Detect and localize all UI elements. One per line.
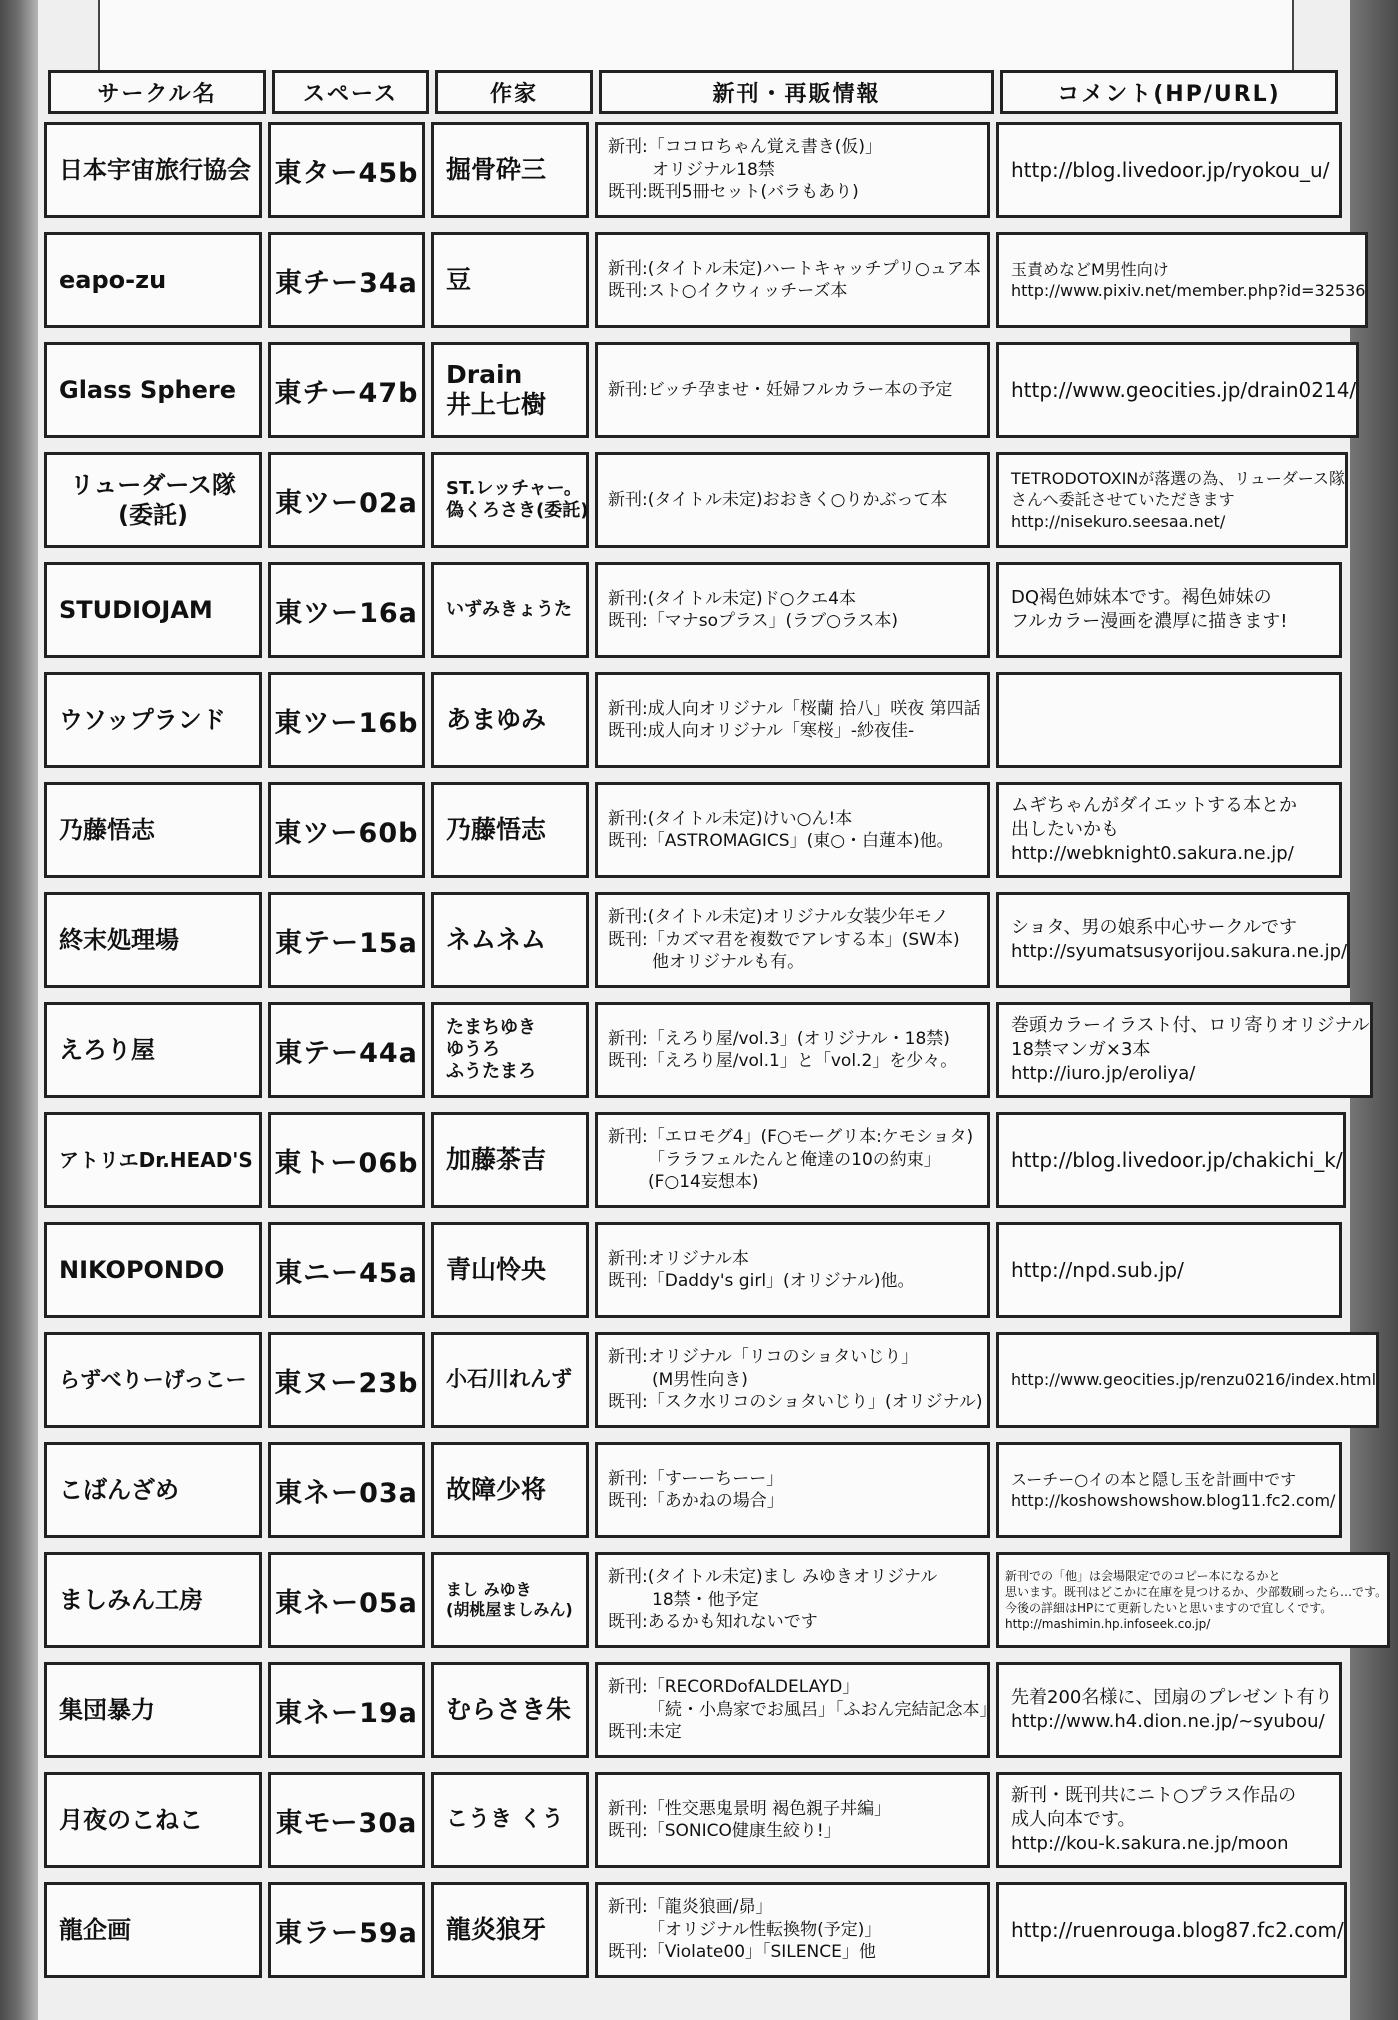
comment-line: 18禁マンガ×3本	[1011, 1039, 1151, 1061]
circle-name: 乃藤悟志	[59, 816, 155, 844]
author-name: 豆	[446, 264, 472, 294]
circle-name: 龍企画	[59, 1916, 131, 1944]
author-cell	[431, 122, 589, 218]
author-name: 掘骨砕三	[446, 154, 547, 184]
space-cell: 東テー44a	[268, 1002, 425, 1098]
info-line: 既刊:「スク水リコのショタいじり」(オリジナル)	[608, 1392, 983, 1413]
comment-line: http://mashimin.hp.infoseek.co.jp/	[1005, 1617, 1211, 1632]
comment-cell	[996, 562, 1342, 658]
circle-name: ウソップランド	[59, 706, 226, 734]
circle-name: アトリエDr.HEAD'S	[59, 1147, 253, 1172]
author-cell	[431, 232, 589, 328]
circle-name: STUDIOJAM	[59, 596, 213, 624]
circle-name-cell	[44, 1662, 262, 1758]
circle-name-cell	[44, 1442, 262, 1538]
circle-name-cell	[44, 782, 262, 878]
comment-line: TETRODOTOXINが落選の為、リューダース隊	[1011, 469, 1345, 489]
author-name: むらさき朱	[446, 1694, 572, 1724]
info-cell	[595, 672, 990, 768]
info-line: (M男性向き)	[652, 1369, 748, 1390]
space-cell: 東ツー60b	[268, 782, 425, 878]
circle-name-cell	[44, 1332, 262, 1428]
author-name: こうき くう	[446, 1806, 564, 1832]
info-line: 既刊:成人向オリジナル「寒桜」-紗夜佳-	[608, 721, 915, 741]
circle-name-cell	[44, 1772, 262, 1868]
space-cell: 東ヌー23b	[268, 1332, 425, 1428]
info-cell	[595, 1332, 990, 1428]
circle-name: 月夜のこねこ	[59, 1806, 203, 1834]
author-name: まし みゆき	[446, 1580, 532, 1600]
author-name: 加藤茶吉	[446, 1144, 547, 1174]
info-line: 新刊:(タイトル未定)オリジナル女装少年モノ	[608, 907, 949, 928]
circle-name-cell	[44, 1002, 262, 1098]
comment-line: http://ruenrouga.blog87.fc2.com/	[1011, 1917, 1344, 1942]
info-cell	[595, 782, 990, 878]
comment-cell	[996, 1772, 1342, 1868]
comment-line: さんへ委託させていただきます	[1011, 490, 1235, 510]
circle-name-cell	[44, 562, 262, 658]
info-cell	[595, 892, 990, 988]
author-cell	[431, 672, 589, 768]
author-name: 小石川れんず	[446, 1367, 572, 1392]
table-row	[44, 1882, 1342, 1978]
author-cell	[431, 452, 589, 548]
author-cell	[431, 342, 589, 438]
circle-name: NIKOPONDO	[59, 1256, 225, 1284]
info-line: 新刊:「RECORDofALDELAYD」	[608, 1677, 860, 1698]
info-line: 新刊:ビッチ孕ませ・妊婦フルカラー本の予定	[608, 379, 953, 400]
circle-name-cell	[44, 1552, 262, 1648]
space-cell: 東ツー02a	[268, 452, 425, 548]
comment-line: 思います。既刊はどこかに在庫を見つけるか、少部数刷ったら…です。	[1005, 1584, 1388, 1599]
info-cell	[595, 1772, 990, 1868]
info-line: 既刊:「マナsoプラス」(ラブ○ラス本)	[608, 611, 899, 631]
author-cell	[431, 1772, 589, 1868]
author-name: 偽くろさき(委託)	[446, 500, 589, 521]
circle-name-cell	[44, 342, 262, 438]
table-row	[44, 232, 1366, 328]
comment-cell	[996, 1222, 1342, 1318]
info-line: 新刊:(タイトル未定)おおきく○りかぶって本	[608, 489, 948, 510]
comment-line: スーチー○イの本と隠し玉を計画中です	[1011, 1469, 1297, 1489]
circle-name-cell	[44, 672, 262, 768]
author-cell	[431, 1552, 589, 1648]
author-name: 故障少将	[446, 1474, 547, 1504]
comment-cell	[996, 672, 1342, 768]
info-line: 新刊:「エロモグ4」(F○モーグリ本:ケモショタ)	[608, 1127, 974, 1148]
circle-name: こばんざめ	[59, 1476, 179, 1504]
comment-cell	[996, 342, 1359, 438]
header-author: 作家	[435, 70, 593, 114]
table-row	[44, 1112, 1342, 1208]
space-cell: 東チー47b	[268, 342, 425, 438]
comment-line: ショタ、男の娘系中心サークルです	[1011, 917, 1298, 939]
comment-line: http://webknight0.sakura.ne.jp/	[1011, 842, 1294, 864]
author-name: Drain	[446, 359, 523, 389]
circle-name: リューダース隊	[69, 471, 237, 499]
author-cell	[431, 562, 589, 658]
comment-line: 出したいかも	[1011, 819, 1119, 841]
comment-line: 先着200名様に、団扇のプレゼント有り	[1011, 1687, 1333, 1709]
space-cell: 東ネー05a	[268, 1552, 425, 1648]
table-row	[44, 892, 1348, 988]
table-row	[44, 1442, 1342, 1538]
table-row	[44, 1222, 1342, 1318]
info-line: 新刊:「ココロちゃん覚え書き(仮)」	[608, 137, 882, 158]
info-line: 新刊:(タイトル未定)まし みゆきオリジナル	[608, 1567, 938, 1588]
circle-name-cell	[44, 232, 262, 328]
info-cell	[595, 1882, 990, 1978]
space-cell: 東ター45b	[268, 122, 425, 218]
info-line: 新刊:(タイトル未定)ハートキャッチプリ○ュア本	[608, 258, 981, 279]
info-line: 既刊:「えろり屋/vol.1」と「vol.2」を少々。	[608, 1051, 958, 1071]
header-comment: コメント(HP/URL)	[1000, 70, 1338, 114]
author-name: 青山怜央	[446, 1254, 547, 1284]
space-cell: 東テー15a	[268, 892, 425, 988]
comment-cell	[996, 232, 1368, 328]
comment-cell	[996, 122, 1342, 218]
comment-line: 新刊・既刊共にニト○プラス作品の	[1011, 1785, 1297, 1807]
comment-cell	[996, 1442, 1342, 1538]
comment-line: 今後の詳細はHPにて更新したいと思いますので宜しくです。	[1005, 1601, 1333, 1615]
table-row	[44, 122, 1342, 218]
circle-name-cell	[44, 1882, 262, 1978]
comment-line: http://blog.livedoor.jp/chakichi_k/	[1011, 1147, 1343, 1172]
info-line: 既刊:「あかねの場合」	[608, 1491, 784, 1511]
info-line: 新刊:成人向オリジナル「桜蘭 拾八」咲夜 第四話	[608, 698, 981, 719]
comment-line: DQ褐色姉妹本です。褐色姉妹の	[1011, 587, 1272, 609]
info-line: 新刊:(タイトル未定)ド○クエ4本	[608, 588, 856, 609]
info-cell	[595, 1002, 990, 1098]
table-row	[44, 1002, 1370, 1098]
comment-line: http://www.h4.dion.ne.jp/~syubou/	[1011, 1711, 1325, 1732]
author-name: いずみきょうた	[446, 599, 572, 621]
author-name: あまゆみ	[446, 704, 547, 734]
space-cell: 東ニー45a	[268, 1222, 425, 1318]
table-row	[44, 1552, 1388, 1648]
info-line: 「ララフェルたんと俺達の10の約束」	[648, 1149, 941, 1170]
comment-line: 新刊での「他」は会場限定でのコピー本になるかと	[1005, 1568, 1281, 1583]
comment-line: フルカラー漫画を濃厚に描きます!	[1011, 611, 1288, 632]
table-row	[44, 782, 1342, 878]
circle-name-cell	[44, 122, 262, 218]
circle-name: 終末処理場	[59, 926, 179, 954]
info-line: 新刊:オリジナル本	[608, 1248, 749, 1269]
comment-line: http://kou-k.sakura.ne.jp/moon	[1011, 1832, 1289, 1854]
header-new-release-info: 新刊・再販情報	[599, 70, 994, 114]
comment-line: http://blog.livedoor.jp/ryokou_u/	[1011, 157, 1330, 182]
info-line: オリジナル18禁	[652, 159, 775, 180]
info-cell	[595, 342, 990, 438]
comment-line: ムギちゃんがダイエットする本とか	[1011, 795, 1298, 817]
info-cell	[595, 562, 990, 658]
info-line: 18禁・他予定	[652, 1589, 759, 1610]
comment-cell	[996, 1662, 1342, 1758]
info-line: (F○14妄想本)	[648, 1172, 759, 1193]
info-line: 新刊:(タイトル未定)けい○ん!本	[608, 808, 853, 829]
author-cell	[431, 1112, 589, 1208]
comment-cell	[996, 1112, 1346, 1208]
info-cell	[595, 452, 990, 548]
author-name: ふうたまろ	[446, 1060, 536, 1082]
circle-name-cell	[44, 1222, 262, 1318]
author-name: 乃藤悟志	[446, 814, 547, 844]
comment-line: http://www.geocities.jp/drain0214/	[1011, 377, 1357, 402]
author-name: たまちゆき	[446, 1017, 536, 1039]
comment-line: 巻頭カラーイラスト付、ロリ寄りオリジナル	[1011, 1015, 1370, 1037]
circle-name-cell	[44, 452, 262, 548]
circle-name-cell	[44, 1112, 262, 1208]
comment-cell	[996, 782, 1342, 878]
comment-line: http://iuro.jp/eroliya/	[1011, 1062, 1196, 1084]
author-cell	[431, 1442, 589, 1538]
info-line: 「オリジナル性転換物(予定)」	[648, 1919, 882, 1940]
author-cell	[431, 892, 589, 988]
author-cell	[431, 1222, 589, 1318]
info-line: 新刊:オリジナル「リコのショタいじり」	[608, 1347, 919, 1368]
info-cell	[595, 1112, 990, 1208]
author-name: 龍炎狼牙	[446, 1914, 547, 1944]
info-cell	[595, 122, 990, 218]
info-line: 既刊:「カズマ君を複数でアレする本」(SW本)	[608, 929, 960, 950]
space-cell: 東モー30a	[268, 1772, 425, 1868]
comment-line: http://www.pixiv.net/member.php?id=32536	[1011, 281, 1366, 300]
table-row	[44, 452, 1345, 548]
author-name: (胡桃屋ましみん)	[446, 1600, 573, 1619]
table-row	[44, 562, 1342, 658]
author-cell	[431, 782, 589, 878]
info-line: 既刊:「Violate00」「SILENCE」他	[608, 1942, 876, 1963]
info-line: 新刊:「すーーちーー」	[608, 1468, 784, 1489]
comment-line: http://www.geocities.jp/renzu0216/index.html	[1011, 1370, 1377, 1390]
author-cell	[431, 1332, 589, 1428]
info-line: 他オリジナルも有。	[652, 952, 805, 973]
info-line: 既刊:「SONICO健康生絞り!」	[608, 1821, 841, 1841]
comment-cell	[996, 452, 1348, 548]
table-row	[44, 672, 1342, 768]
circle-name: 集団暴力	[59, 1696, 155, 1724]
comment-cell	[996, 1002, 1373, 1098]
circle-name-cell	[44, 892, 262, 988]
info-cell	[595, 1552, 990, 1648]
info-line: 新刊:「性交悪鬼景明 褐色親子丼編」	[608, 1798, 892, 1819]
author-name: 井上七樹	[446, 390, 547, 419]
comment-cell	[996, 892, 1350, 988]
author-cell	[431, 1002, 589, 1098]
comment-cell	[996, 1332, 1379, 1428]
circle-name-note: (委託)	[118, 501, 188, 529]
top-blank-strip	[98, 0, 1294, 70]
info-line: 「続・小鳥家でお風呂」「ふおん完結記念本」	[648, 1699, 997, 1720]
table-row	[44, 1662, 1342, 1758]
comment-line: http://npd.sub.jp/	[1011, 1257, 1184, 1282]
comment-line: 成人向本です。	[1011, 1809, 1136, 1831]
circle-name: らずべりーげっこー	[59, 1367, 247, 1392]
circle-name: Glass Sphere	[59, 376, 236, 404]
space-cell: 東トー06b	[268, 1112, 425, 1208]
circle-name: 日本宇宙旅行協会	[59, 156, 251, 184]
circle-name: ましみん工房	[59, 1586, 203, 1614]
info-cell	[595, 1222, 990, 1318]
table-row	[44, 1332, 1377, 1428]
space-cell: 東ネー19a	[268, 1662, 425, 1758]
info-line: 既刊:未定	[608, 1722, 682, 1743]
info-cell	[595, 1442, 990, 1538]
info-line: 既刊:あるかも知れないです	[608, 1612, 818, 1633]
info-cell	[595, 232, 990, 328]
table-row	[44, 1772, 1342, 1868]
header-space: スペース	[272, 70, 429, 114]
info-line: 既刊:「ASTROMAGICS」(東○・白蓮本)他。	[608, 831, 954, 851]
table-row	[44, 342, 1357, 438]
header-circle-name: サークル名	[48, 70, 266, 114]
comment-line: http://nisekuro.seesaa.net/	[1011, 511, 1226, 531]
space-cell: 東チー34a	[268, 232, 425, 328]
space-cell: 東ツー16b	[268, 672, 425, 768]
space-cell: 東ツー16a	[268, 562, 425, 658]
comment-cell	[996, 1552, 1390, 1648]
comment-line: http://koshowshowshow.blog11.fc2.com/	[1011, 1491, 1336, 1510]
comment-line: http://syumatsusyorijou.sakura.ne.jp/	[1011, 941, 1348, 962]
author-cell	[431, 1662, 589, 1758]
comment-cell	[996, 1882, 1347, 1978]
comment-line: 玉責めなどM男性向け	[1011, 259, 1169, 279]
info-line: 新刊:「えろり屋/vol.3」(オリジナル・18禁)	[608, 1028, 950, 1049]
info-cell	[595, 1662, 997, 1758]
table-header	[48, 70, 1338, 114]
author-name: ネムネム	[446, 924, 547, 954]
space-cell: 東ネー03a	[268, 1442, 425, 1538]
space-cell: 東ラー59a	[268, 1882, 425, 1978]
author-cell	[431, 1882, 589, 1978]
info-line: 既刊:「Daddy's girl」(オリジナル)他。	[608, 1271, 915, 1291]
circle-name: えろり屋	[59, 1036, 155, 1064]
info-line: 新刊:「龍炎狼画/昴」	[608, 1897, 773, 1918]
author-name: ST.レッチャー。	[446, 478, 582, 500]
circle-name: eapo-zu	[59, 266, 167, 294]
author-name: ゆうろ	[446, 1039, 500, 1061]
info-line: 既刊:既刊5冊セット(バラもあり)	[608, 182, 859, 203]
info-line: 既刊:スト○イクウィッチーズ本	[608, 281, 848, 301]
